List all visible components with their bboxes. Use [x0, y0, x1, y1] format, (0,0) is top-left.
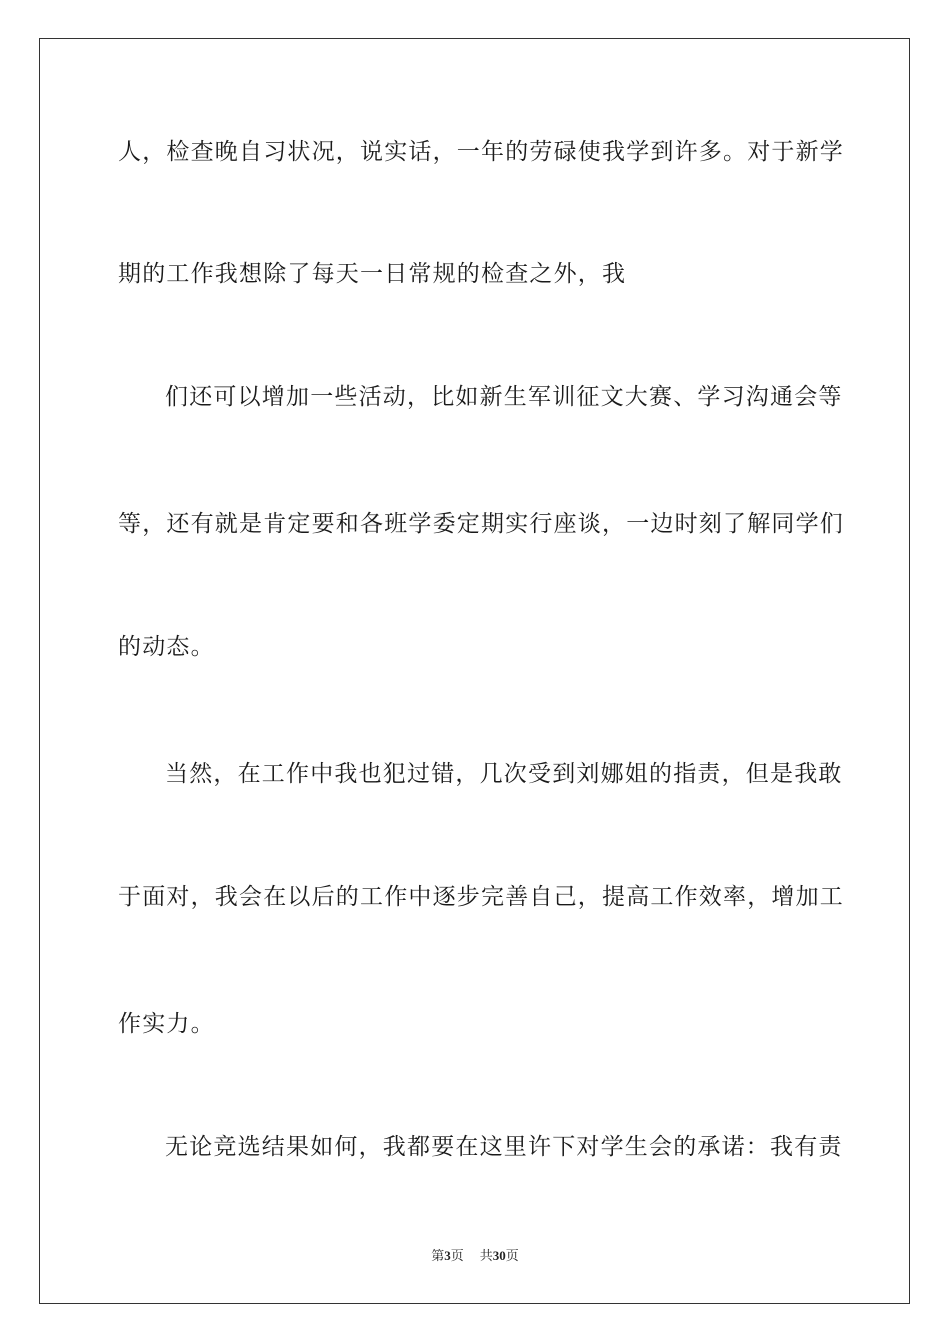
page-footer: [0, 1247, 950, 1266]
body-text-line-3: 们还可以增加一些活动，比如新生军训征文大赛、学习沟通会等: [165, 384, 843, 410]
page-border: [39, 38, 910, 1304]
footer-page-prefix: 第: [431, 1249, 445, 1264]
footer-total-suffix: 页: [505, 1249, 519, 1264]
body-text-line-4: 等，还有就是肯定要和各班学委定期实行座谈，一边时刻了解同学们: [118, 511, 844, 537]
footer-page-total: 30: [492, 1248, 506, 1263]
body-text-line-1: 人，检查晚自习状况，说实话，一年的劳碌使我学到许多。对于新学: [118, 139, 844, 165]
body-text-line-7: 于面对，我会在以后的工作中逐步完善自己，提高工作效率，增加工: [118, 884, 844, 910]
body-text-line-9: 无论竞选结果如何，我都要在这里许下对学生会的承诺：我有责: [165, 1134, 843, 1160]
body-text-line-6: 当然，在工作中我也犯过错，几次受到刘娜姐的指责，但是我敢: [165, 761, 843, 787]
footer-page-current: 3: [444, 1248, 451, 1263]
body-text-line-8: 作实力。: [118, 1011, 215, 1037]
body-text-line-5: 的动态。: [118, 634, 215, 660]
body-text-line-2: 期的工作我想除了每天一日常规的检查之外，我: [118, 261, 627, 287]
footer-page-suffix: 页: [450, 1249, 464, 1264]
footer-total-prefix: 共: [479, 1249, 493, 1264]
